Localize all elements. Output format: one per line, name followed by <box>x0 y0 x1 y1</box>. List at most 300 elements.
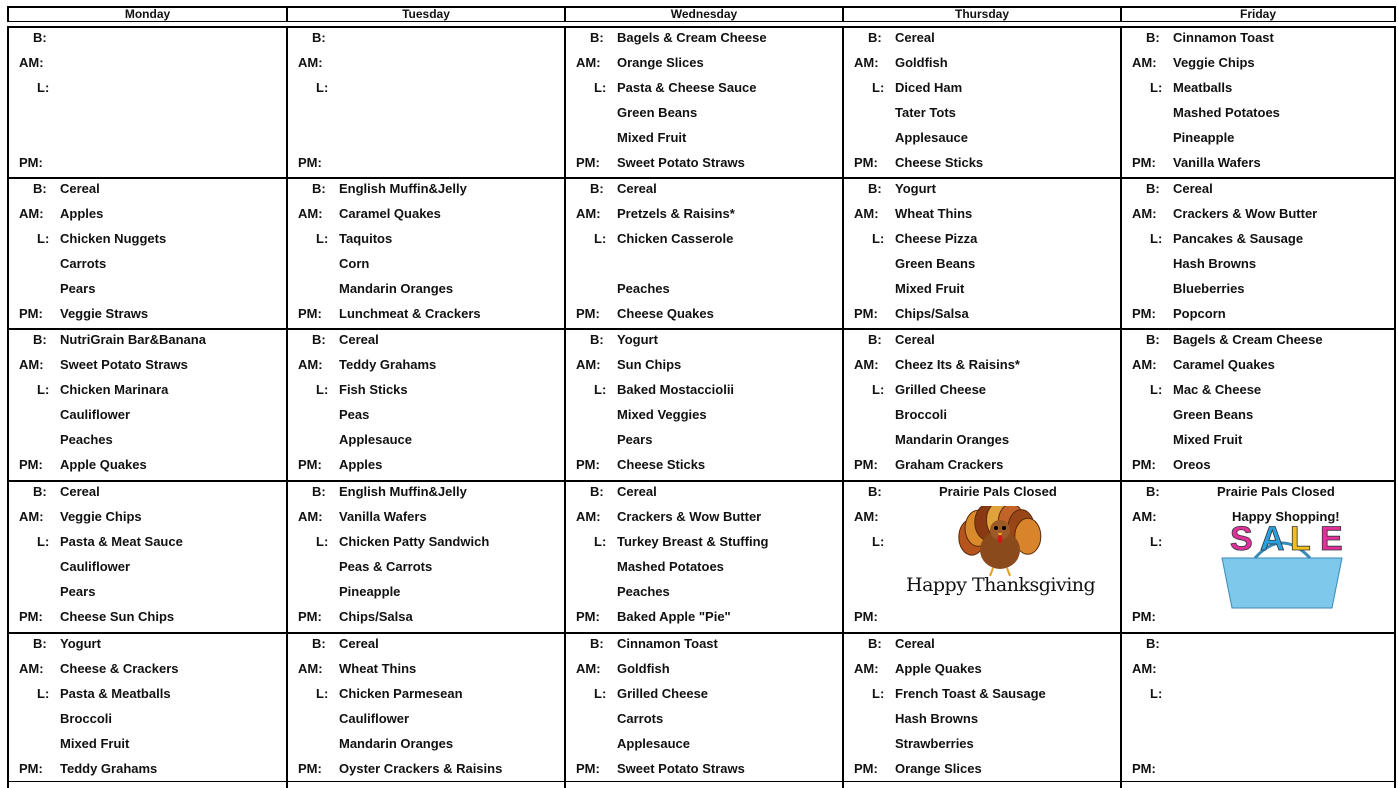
pm-label: PM: <box>19 609 43 624</box>
lunch-fruit-line-text: Peaches <box>617 281 670 296</box>
lunch-main-line-text: Grilled Cheese <box>895 382 987 397</box>
breakfast-line <box>566 25 840 50</box>
am-label: AM: <box>854 357 879 372</box>
breakfast-line-text: Cereal <box>895 30 935 45</box>
breakfast-line-text: Cinnamon Toast <box>1173 30 1274 45</box>
pm-snack-line-text: Teddy Grahams <box>60 761 158 776</box>
lunch-main-line-text: French Toast & Sausage <box>895 686 1046 701</box>
day-cell-monday <box>7 179 286 329</box>
pm-snack-line <box>1122 756 1394 781</box>
lunch-main-line <box>288 226 562 251</box>
b-label: B: <box>312 332 326 347</box>
breakfast-line <box>9 479 284 504</box>
l-label: L: <box>316 686 329 701</box>
am-snack-line-text: Wheat Thins <box>339 661 417 676</box>
lunch-fruit-line <box>566 276 840 301</box>
day-cell-friday <box>1120 179 1396 329</box>
pm-label: PM: <box>854 609 878 624</box>
lunch-fruit-line-text: Mixed Fruit <box>60 736 130 751</box>
lunch-main-line <box>1122 377 1394 402</box>
l-label: L: <box>37 80 50 95</box>
lunch-main-line <box>288 377 562 402</box>
breakfast-line <box>9 631 284 656</box>
lunch-main-line <box>844 226 1118 251</box>
am-label: AM: <box>576 357 601 372</box>
l-label: L: <box>1150 231 1163 246</box>
lunch-fruit-line <box>9 579 284 604</box>
pm-snack-line <box>844 452 1118 477</box>
sale-shopping-bag-icon <box>1200 510 1365 610</box>
turkey-illustration <box>940 506 1060 578</box>
day-cell-tuesday <box>286 482 564 632</box>
lunch-side-line <box>566 251 840 276</box>
breakfast-line <box>844 176 1118 201</box>
lunch-main-line <box>9 377 284 402</box>
b-label: B: <box>1146 484 1160 499</box>
lunch-fruit-line <box>844 427 1118 452</box>
am-snack-line <box>288 504 562 529</box>
lunch-side-line-text: Mashed Potatoes <box>1173 105 1280 120</box>
b-label: B: <box>590 181 604 196</box>
breakfast-line-text: Cereal <box>1173 181 1213 196</box>
am-label: AM: <box>298 509 323 524</box>
lunch-fruit-line-text: Pears <box>60 281 96 296</box>
day-cell-thursday <box>842 330 1120 480</box>
lunch-fruit-line-text: Applesauce <box>895 130 968 145</box>
breakfast-line-text: Cereal <box>895 332 935 347</box>
am-snack-line <box>288 50 562 75</box>
l-label: L: <box>1150 534 1163 549</box>
pm-snack-line <box>288 604 562 629</box>
b-label: B: <box>33 332 47 347</box>
lunch-side-line-text: Hash Browns <box>895 711 979 726</box>
lunch-main-line-text: Chicken Nuggets <box>60 231 167 246</box>
b-label: B: <box>590 484 604 499</box>
lunch-fruit-line <box>566 427 840 452</box>
lunch-side-line-text: Hash Browns <box>1173 256 1257 271</box>
turkey-wattle <box>998 535 1003 543</box>
pm-label: PM: <box>298 761 322 776</box>
lunch-fruit-line-text: Mandarin Oranges <box>895 432 1010 447</box>
lunch-side-line-text: Green Beans <box>895 256 976 271</box>
pm-snack-line-text: Cheese Quakes <box>617 306 714 321</box>
breakfast-line <box>1122 631 1394 656</box>
breakfast-line <box>566 479 840 504</box>
am-snack-line <box>9 352 284 377</box>
pm-label: PM: <box>1132 306 1156 321</box>
am-snack-line <box>288 656 562 681</box>
lunch-fruit-line <box>288 427 562 452</box>
am-snack-line-text: Wheat Thins <box>895 206 973 221</box>
l-label: L: <box>37 382 50 397</box>
breakfast-line <box>1122 176 1394 201</box>
pm-snack-line <box>288 756 562 781</box>
lunch-fruit-line-text: Peaches <box>60 432 113 447</box>
b-label: B: <box>1146 30 1160 45</box>
turkey-eye <box>994 526 998 530</box>
pm-label: PM: <box>19 306 43 321</box>
pm-label: PM: <box>1132 609 1156 624</box>
pm-label: PM: <box>1132 457 1156 472</box>
lunch-side-line <box>9 100 284 125</box>
am-snack-line-text: Veggie Chips <box>1173 55 1255 70</box>
lunch-side-line-text: Carrots <box>60 256 107 271</box>
lunch-fruit-line <box>1122 427 1394 452</box>
pm-snack-line-text: Graham Crackers <box>895 457 1004 472</box>
lunch-side-line-text: Mixed Veggies <box>617 407 707 422</box>
lunch-fruit-line-text: Pears <box>60 584 96 599</box>
lunch-main-line <box>566 226 840 251</box>
breakfast-line <box>566 327 840 352</box>
day-cell-wednesday <box>564 330 842 480</box>
am-snack-line-text: Goldfish <box>895 55 948 70</box>
pm-snack-line <box>9 756 284 781</box>
am-snack-line-text: Veggie Chips <box>60 509 142 524</box>
b-label: B: <box>312 636 326 651</box>
l-label: L: <box>37 686 50 701</box>
lunch-main-line <box>288 529 562 554</box>
breakfast-line-text: Yogurt <box>60 636 101 651</box>
pm-snack-line-text: Oyster Crackers & Raisins <box>339 761 503 776</box>
pm-label: PM: <box>576 306 600 321</box>
b-label: B: <box>312 30 326 45</box>
happy-shopping-text: Happy Shopping! <box>1232 509 1340 524</box>
am-snack-line <box>9 50 284 75</box>
lunch-fruit-line-text: Mixed Fruit <box>895 281 965 296</box>
pm-snack-line-text: Chips/Salsa <box>339 609 413 624</box>
lunch-main-line-text: Diced Ham <box>895 80 963 95</box>
day-header-monday: Monday <box>7 8 286 22</box>
am-label: AM: <box>576 55 601 70</box>
pm-label: PM: <box>298 457 322 472</box>
lunch-fruit-line-text: Mandarin Oranges <box>339 736 454 751</box>
breakfast-line <box>9 327 284 352</box>
day-header-friday: Friday <box>1120 8 1396 22</box>
pm-snack-line-text: Apple Quakes <box>60 457 147 472</box>
day-cell-thursday <box>842 179 1120 329</box>
am-label: AM: <box>1132 357 1157 372</box>
breakfast-line <box>566 631 840 656</box>
lunch-side-line <box>844 706 1118 731</box>
am-label: AM: <box>576 206 601 221</box>
lunch-fruit-line <box>288 579 562 604</box>
shopping-bag <box>1222 558 1342 608</box>
lunch-main-line-text: Chicken Casserole <box>617 231 734 246</box>
b-label: B: <box>590 30 604 45</box>
b-label: B: <box>33 30 47 45</box>
pm-snack-line-text: Oreos <box>1173 457 1211 472</box>
lunch-main-line-text: Chicken Parmesean <box>339 686 463 701</box>
lunch-side-line-text: Corn <box>339 256 370 271</box>
lunch-main-line-text: Chicken Marinara <box>60 382 169 397</box>
pm-snack-line <box>1122 452 1394 477</box>
breakfast-line <box>288 631 562 656</box>
closed-notice: Prairie Pals Closed <box>1217 484 1335 499</box>
l-label: L: <box>872 231 885 246</box>
am-label: AM: <box>854 661 879 676</box>
lunch-side-line <box>288 100 562 125</box>
lunch-fruit-line <box>9 427 284 452</box>
am-snack-line-text: Pretzels & Raisins* <box>617 206 735 221</box>
breakfast-line-text: Bagels & Cream Cheese <box>1173 332 1323 347</box>
breakfast-line <box>844 327 1118 352</box>
b-label: B: <box>868 30 882 45</box>
breakfast-line-text: Cereal <box>60 484 100 499</box>
day-cell-friday <box>1120 28 1396 178</box>
lunch-fruit-line-text: Mixed Fruit <box>1173 432 1243 447</box>
lunch-main-line-text: Meatballs <box>1173 80 1233 95</box>
b-label: B: <box>33 636 47 651</box>
am-label: AM: <box>1132 55 1157 70</box>
day-cell-wednesday <box>564 179 842 329</box>
am-snack-line-text: Apple Quakes <box>895 661 982 676</box>
pm-label: PM: <box>854 155 878 170</box>
pm-snack-line <box>288 452 562 477</box>
am-snack-line-text: Teddy Grahams <box>339 357 437 372</box>
l-label: L: <box>872 534 885 549</box>
pm-snack-line <box>9 452 284 477</box>
lunch-fruit-line <box>566 579 840 604</box>
pm-label: PM: <box>19 457 43 472</box>
lunch-main-line <box>288 681 562 706</box>
lunch-side-line <box>566 706 840 731</box>
lunch-main-line-text: Pasta & Meat Sauce <box>60 534 183 549</box>
am-label: AM: <box>19 509 44 524</box>
pm-snack-line-text: Veggie Straws <box>60 306 149 321</box>
lunch-side-line-text: Cauliflower <box>60 559 131 574</box>
am-snack-line <box>9 656 284 681</box>
pm-snack-line <box>288 150 562 175</box>
day-cell-wednesday <box>564 634 842 788</box>
l-label: L: <box>872 686 885 701</box>
sale-letter: E <box>1320 520 1343 558</box>
breakfast-line-text: Cereal <box>339 636 379 651</box>
pm-snack-line-text: Cheese Sticks <box>895 155 984 170</box>
breakfast-line-text: Cereal <box>617 181 657 196</box>
breakfast-line <box>288 25 562 50</box>
am-snack-line <box>288 201 562 226</box>
breakfast-line-text: Bagels & Cream Cheese <box>617 30 767 45</box>
am-snack-line-text: Sweet Potato Straws <box>60 357 188 372</box>
lunch-main-line <box>1122 681 1394 706</box>
am-snack-line-text: Sun Chips <box>617 357 682 372</box>
pm-snack-line-text: Sweet Potato Straws <box>617 155 745 170</box>
weekday-header-row <box>7 6 1396 22</box>
pm-snack-line-text: Lunchmeat & Crackers <box>339 306 481 321</box>
l-label: L: <box>594 382 607 397</box>
breakfast-line <box>1122 327 1394 352</box>
am-snack-line <box>1122 352 1394 377</box>
l-label: L: <box>1150 382 1163 397</box>
day-cell-monday <box>7 634 286 788</box>
pm-snack-line <box>9 604 284 629</box>
lunch-fruit-line-text: Applesauce <box>339 432 412 447</box>
am-label: AM: <box>854 55 879 70</box>
b-label: B: <box>312 484 326 499</box>
lunch-main-line <box>9 75 284 100</box>
pm-snack-line-text: Cheese Sticks <box>617 457 706 472</box>
b-label: B: <box>312 181 326 196</box>
week-row-1 <box>7 26 1396 178</box>
lunch-side-line <box>566 402 840 427</box>
breakfast-line <box>9 176 284 201</box>
sale-letter: A <box>1260 520 1285 558</box>
pm-snack-line-text: Baked Apple "Pie" <box>617 609 731 624</box>
day-cell-tuesday <box>286 28 564 178</box>
lunch-fruit-line-text: Mixed Fruit <box>617 130 687 145</box>
turkey-eye <box>1002 526 1006 530</box>
breakfast-line <box>288 327 562 352</box>
am-label: AM: <box>19 206 44 221</box>
pm-snack-line <box>566 301 840 326</box>
pm-snack-line-text: Popcorn <box>1173 306 1226 321</box>
sale-letter: L <box>1290 520 1311 558</box>
lunch-fruit-line-text: Applesauce <box>617 736 690 751</box>
lunch-fruit-line <box>844 731 1118 756</box>
breakfast-line <box>288 176 562 201</box>
lunch-side-line <box>9 706 284 731</box>
pm-label: PM: <box>576 155 600 170</box>
pm-snack-line-text: Sweet Potato Straws <box>617 761 745 776</box>
l-label: L: <box>316 231 329 246</box>
lunch-main-line-text: Pasta & Meatballs <box>60 686 171 701</box>
am-snack-line-text: Cheez Its & Raisins* <box>895 357 1020 372</box>
lunch-side-line-text: Peas & Carrots <box>339 559 433 574</box>
breakfast-line <box>1122 25 1394 50</box>
lunch-fruit-line-text: Peaches <box>617 584 670 599</box>
am-snack-line-text: Orange Slices <box>617 55 704 70</box>
lunch-main-line-text: Chicken Patty Sandwich <box>339 534 490 549</box>
pm-label: PM: <box>576 761 600 776</box>
am-snack-line-text: Goldfish <box>617 661 670 676</box>
lunch-main-line-text: Mac & Cheese <box>1173 382 1262 397</box>
breakfast-line <box>566 176 840 201</box>
lunch-side-line-text: Cauliflower <box>339 711 410 726</box>
lunch-side-line-text: Broccoli <box>60 711 113 726</box>
am-snack-line <box>844 201 1118 226</box>
happy-thanksgiving-text: Happy Thanksgiving <box>906 574 1096 596</box>
am-snack-line <box>566 50 840 75</box>
breakfast-line <box>844 631 1118 656</box>
am-label: AM: <box>298 661 323 676</box>
lunch-main-line <box>566 75 840 100</box>
day-header-wednesday: Wednesday <box>564 8 842 22</box>
b-label: B: <box>868 484 882 499</box>
pm-snack-line <box>1122 150 1394 175</box>
pm-snack-line <box>566 452 840 477</box>
week-row-5 <box>7 632 1396 788</box>
pm-label: PM: <box>1132 761 1156 776</box>
breakfast-line <box>9 25 284 50</box>
pm-label: PM: <box>854 457 878 472</box>
pm-snack-line <box>844 150 1118 175</box>
day-cell-wednesday <box>564 28 842 178</box>
am-snack-line <box>566 201 840 226</box>
day-cell-friday <box>1120 482 1396 632</box>
lunch-main-line-text: Pancakes & Sausage <box>1173 231 1304 246</box>
breakfast-line-text: Cereal <box>617 484 657 499</box>
lunch-side-line-text: Broccoli <box>895 407 948 422</box>
l-label: L: <box>594 534 607 549</box>
lunch-main-line <box>566 681 840 706</box>
b-label: B: <box>1146 332 1160 347</box>
lunch-side-line-text: Mashed Potatoes <box>617 559 724 574</box>
pm-snack-line-text: Orange Slices <box>895 761 982 776</box>
lunch-main-line <box>288 75 562 100</box>
week-row-4 <box>7 480 1396 632</box>
breakfast-line-text: NutriGrain Bar&Banana <box>60 332 206 347</box>
pm-snack-line <box>1122 301 1394 326</box>
pm-snack-line <box>844 604 1118 629</box>
pm-label: PM: <box>19 761 43 776</box>
b-label: B: <box>33 484 47 499</box>
breakfast-line <box>844 25 1118 50</box>
am-label: AM: <box>19 55 44 70</box>
lunch-fruit-line <box>288 731 562 756</box>
day-cell-monday <box>7 28 286 178</box>
am-label: AM: <box>854 509 879 524</box>
pm-snack-line <box>844 756 1118 781</box>
am-snack-line <box>566 504 840 529</box>
day-cell-tuesday <box>286 634 564 788</box>
lunch-fruit-line <box>1122 276 1394 301</box>
b-label: B: <box>1146 636 1160 651</box>
lunch-main-line <box>844 75 1118 100</box>
lunch-main-line <box>1122 226 1394 251</box>
pm-snack-line <box>288 301 562 326</box>
am-label: AM: <box>576 661 601 676</box>
am-label: AM: <box>1132 509 1157 524</box>
lunch-side-line <box>566 554 840 579</box>
l-label: L: <box>872 80 885 95</box>
l-label: L: <box>872 382 885 397</box>
pm-label: PM: <box>576 457 600 472</box>
pm-snack-line <box>9 301 284 326</box>
lunch-fruit-line-text: Strawberries <box>895 736 974 751</box>
lunch-side-line <box>1122 706 1394 731</box>
breakfast-line-text: English Muffin&Jelly <box>339 181 467 196</box>
am-snack-line-text: Crackers & Wow Butter <box>1173 206 1318 221</box>
b-label: B: <box>868 636 882 651</box>
am-snack-line-text: Crackers & Wow Butter <box>617 509 762 524</box>
day-cell-friday <box>1120 330 1396 480</box>
am-label: AM: <box>298 357 323 372</box>
lunch-side-line <box>844 402 1118 427</box>
lunch-main-line <box>9 226 284 251</box>
am-label: AM: <box>576 509 601 524</box>
closed-notice: Prairie Pals Closed <box>939 484 1057 499</box>
lunch-side-line-text: Tater Tots <box>895 105 956 120</box>
pm-label: PM: <box>298 609 322 624</box>
day-cell-monday <box>7 482 286 632</box>
lunch-main-line <box>844 681 1118 706</box>
lunch-side-line <box>288 706 562 731</box>
am-snack-line-text: Apples <box>60 206 104 221</box>
am-label: AM: <box>19 357 44 372</box>
pm-label: PM: <box>854 761 878 776</box>
am-label: AM: <box>298 55 323 70</box>
pm-label: PM: <box>576 609 600 624</box>
pm-label: PM: <box>1132 155 1156 170</box>
day-cell-wednesday <box>564 482 842 632</box>
breakfast-line-text: Cereal <box>339 332 379 347</box>
am-label: AM: <box>298 206 323 221</box>
lunch-side-line <box>1122 402 1394 427</box>
am-label: AM: <box>1132 206 1157 221</box>
lunch-fruit-line <box>9 276 284 301</box>
am-snack-line <box>1122 201 1394 226</box>
pm-snack-line <box>566 756 840 781</box>
